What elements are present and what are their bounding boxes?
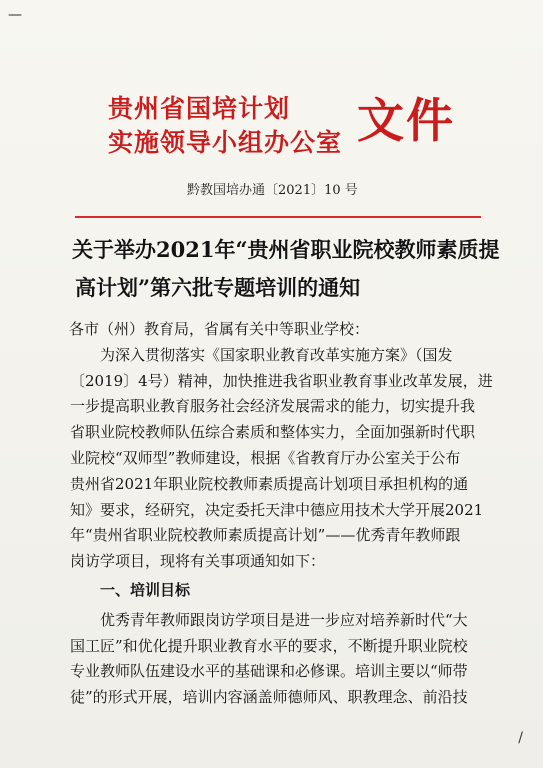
paragraph-line: 年“贵州省职业院校教师素质提高计划”——优秀青年教师跟 xyxy=(70,526,461,545)
paragraph-line: 业院校“双师型”教师建设，根据《省教育厅办公室关于公布 xyxy=(70,448,461,467)
salutation: 各市（州）教育局，省属有关中等职业学校： xyxy=(69,320,370,338)
paragraph-line: 专业教师队伍建设水平的基础课和必修课。培训主要以“师带 xyxy=(70,662,468,681)
title-line: 高计划”第六批专题培训的通知 xyxy=(75,275,361,300)
corner-mark: / xyxy=(518,730,523,746)
paragraph-line: 省职业院校教师队伍综合素质和整体实力，全面加强新时代职 xyxy=(70,423,476,442)
paragraph xyxy=(56,608,496,711)
issuer-line: 贵州省国培计划 xyxy=(108,94,291,123)
paragraph-line: 为深入贯彻落实《国家职业教育改革实施方案》（国发 xyxy=(100,345,453,364)
issuing-office xyxy=(108,92,342,160)
paragraph-line: 贵州省2021年职业院校教师素质提高计划项目承担机构的通 xyxy=(70,474,469,493)
paragraph-line: 国工匠”和优化提升职业教育水平的要求，不断提升职业院校 xyxy=(70,636,468,655)
red-divider-line xyxy=(75,216,481,218)
document-type-label: 文件 xyxy=(357,94,455,149)
paragraph-line: 优秀青年教师跟岗访学项目是进一步应对培养新时代“大 xyxy=(100,610,468,629)
paragraph-line: 岗访学项目，现将有关事项通知如下： xyxy=(70,552,326,571)
paragraph-line: 徒”的形式开展，培训内容涵盖师德师风、职教理念、前沿技 xyxy=(70,688,468,707)
paragraph-line: 〔2019〕4号）精神，加快推进我省职业教育事业改革发展，进 xyxy=(70,371,493,390)
page-mark: — xyxy=(8,7,22,23)
notice-body xyxy=(56,317,496,711)
document-number: 黔教国培办通〔2021〕10 号 xyxy=(187,183,358,198)
notice-title xyxy=(72,231,500,307)
issuer-line: 实施领导小组办公室 xyxy=(108,127,343,157)
paragraph-line: 知》要求，经研究，决定委托天津中德应用技术大学开展2021 xyxy=(70,500,484,519)
paragraph-line: 一步提高职业教育服务社会经济发展需求的能力，切实提升我 xyxy=(70,397,476,416)
paragraph xyxy=(56,343,496,575)
title-line: 关于举办2021年“贵州省职业院校教师素质提 xyxy=(72,237,500,262)
section-heading: 一、培训目标 xyxy=(100,580,191,599)
